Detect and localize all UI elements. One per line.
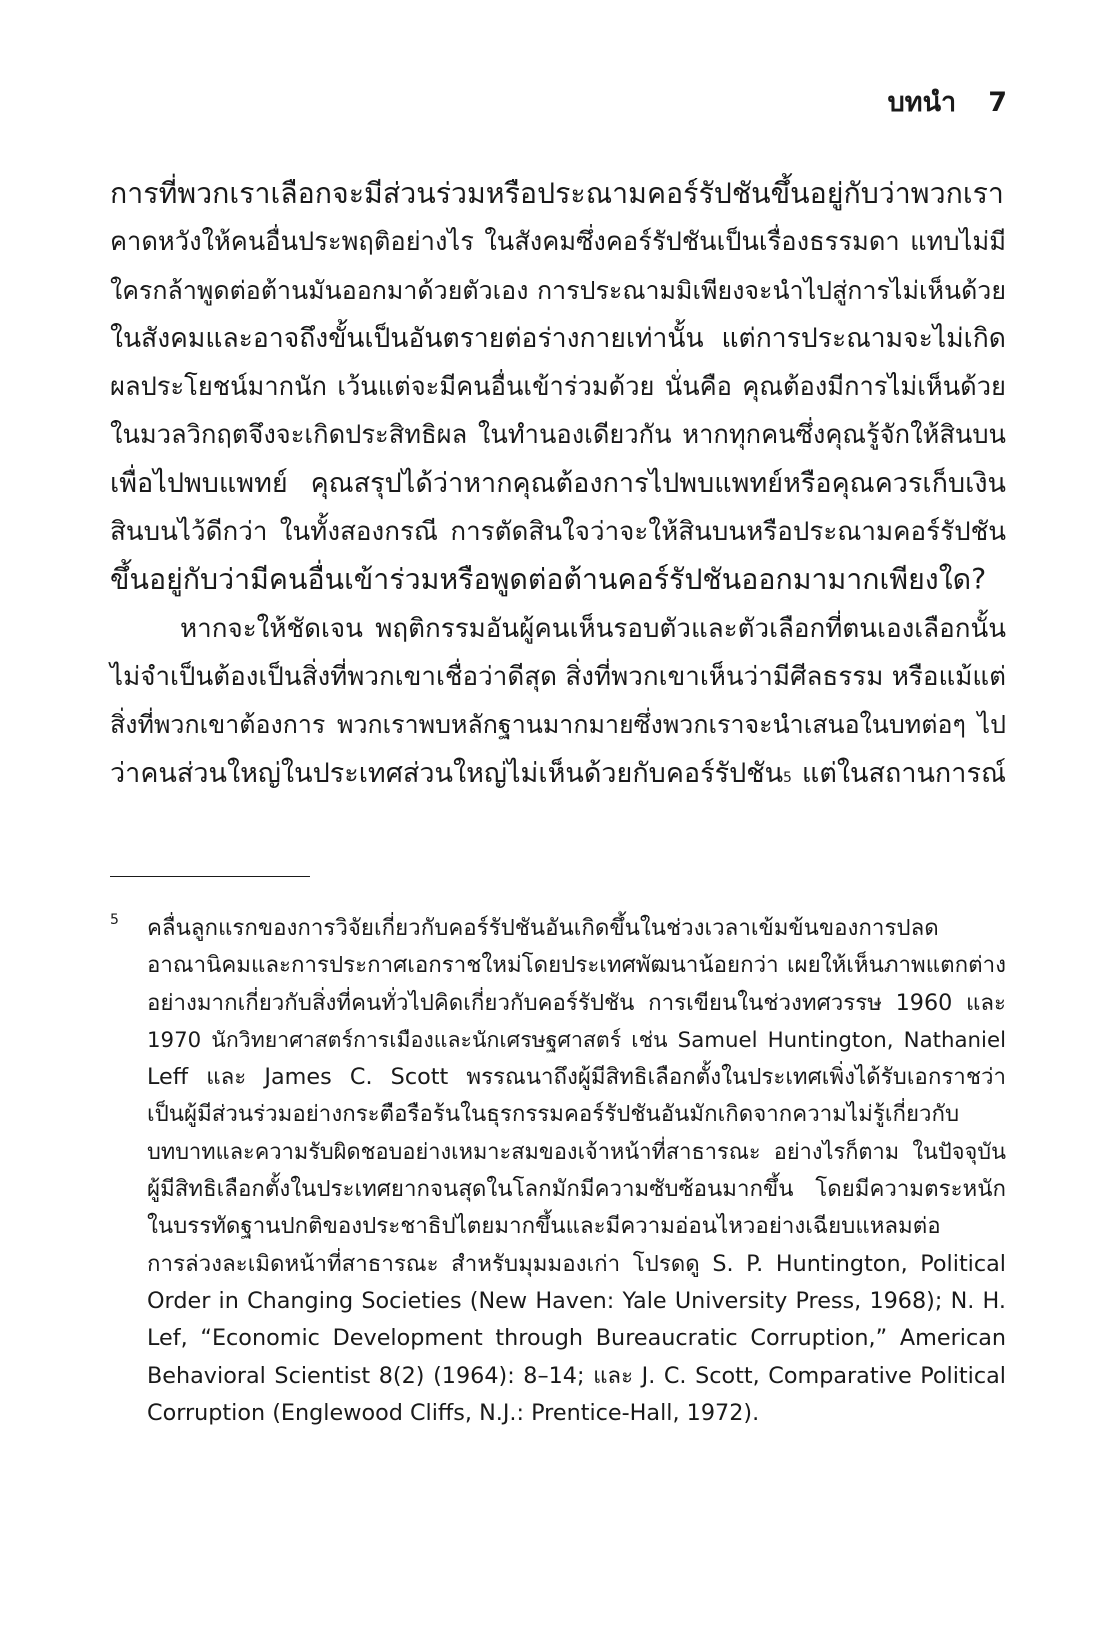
chapter-title: บทนำ bbox=[887, 87, 957, 118]
text-line: สินบนไว้ดีกว่า ในทั้งสองกรณี การตัดสินใจว่าจะให้สินบนหรือประณามคอร์รัปชัน bbox=[110, 517, 1006, 548]
text-line: หากจะให้ชัดเจน พฤติกรรมอันผู้คนเห็นรอบตัวและตัวเลือกที่ตนเองเลือกนั้น bbox=[180, 613, 1006, 644]
footnote-line: Lef, “Economic Development through Bureaucratic Corruption,” American bbox=[147, 1325, 1006, 1352]
main-text bbox=[110, 170, 1006, 798]
footnote-line: Leff และ James C. Scott พรรณนาถึงผู้มีสิทธิเลือกตั้งในประเทศเพิ่งได้รับเอกราชว่า bbox=[147, 1064, 1006, 1091]
text-line: คาดหวังให้คนอื่นประพฤติอย่างไร ในสังคมซึ่งคอร์รัปชันเป็นเรื่องธรรมดา แทบไม่มี bbox=[110, 227, 1006, 258]
text-line: ผลประโยชน์มากนัก เว้นแต่จะมีคนอื่นเข้าร่วมด้วย นั่นคือ คุณต้องมีการไม่เห็นด้วย bbox=[110, 372, 1006, 403]
footnote-body bbox=[147, 910, 1006, 1432]
running-header bbox=[888, 80, 1007, 123]
text-line-with-footnote-ref bbox=[110, 750, 1006, 798]
footnote-mark: 5 bbox=[110, 912, 119, 928]
footnote-line: Behavioral Scientist 8(2) (1964): 8–14; และ J. C. Scott, Comparative Political bbox=[147, 1362, 1006, 1389]
footnote-line: ในบรรทัดฐานปกติของประชาธิปไตยมากขึ้นและมีความอ่อนไหวอย่างเฉียบแหลมต่อ bbox=[147, 1213, 941, 1240]
text-line: เพื่อไปพบแพทย์ คุณสรุปได้ว่าหากคุณต้องการไปพบแพทย์หรือคุณควรเก็บเงิน bbox=[110, 467, 1006, 499]
footnote-line: Order in Changing Societies (New Haven: Yale University Press, 1968); N. H. bbox=[147, 1287, 1006, 1314]
text-line: ในสังคมและอาจถึงขั้นเป็นอันตรายต่อร่างกายเท่านั้น แต่การประณามจะไม่เกิด bbox=[110, 322, 1006, 354]
text-line: การที่พวกเราเลือกจะมีส่วนร่วมหรือประณามคอร์รัปชันขึ้นอยู่กับว่าพวกเรา bbox=[110, 177, 1004, 210]
footnote-line: อย่างมากเกี่ยวกับสิ่งที่คนทั่วไปคิดเกี่ยวกับคอร์รัปชัน การเขียนในช่วงทศวรรษ 1960 และ bbox=[147, 989, 1006, 1016]
text-segment: ว่าคนส่วนใหญ่ในประเทศส่วนใหญ่ไม่เห็นด้วยกับคอร์รัปชัน bbox=[110, 757, 784, 789]
footnote-line: เป็นผู้มีส่วนร่วมอย่างกระตือรือร้นในธุรกรรมคอร์รัปชันอันมักเกิดจากความไม่รู้เกี่ยวกับ bbox=[147, 1101, 960, 1128]
text-line: ขึ้นอยู่กับว่ามีคนอื่นเข้าร่วมหรือพูดต่อต้านคอร์รัปชันออกมามากเพียงใด? bbox=[110, 563, 987, 597]
footnote-line: อาณานิคมและการประกาศเอกราชใหม่โดยประเทศพัฒนาน้อยกว่า เผยให้เห็นภาพแตกต่าง bbox=[147, 952, 1006, 979]
footnote-line: Corruption (Englewood Cliffs, N.J.: Prentice-Hall, 1972). bbox=[147, 1399, 760, 1426]
text-line: ใครกล้าพูดต่อต้านมันออกมาด้วยตัวเอง การประณามมิเพียงจะนำไปสู่การไม่เห็นด้วย bbox=[110, 275, 1006, 305]
footnote-divider bbox=[110, 876, 310, 877]
text-segment: แต่ในสถานการณ์ bbox=[791, 757, 1006, 789]
footnote-line: การล่วงละเมิดหน้าที่สาธารณะ สำหรับมุมมองเก่า โปรดดู S. P. Huntington, Political bbox=[147, 1250, 1006, 1277]
text-line: สิ่งที่พวกเขาต้องการ พวกเราพบหลักฐานมากมายซึ่งพวกเราจะนำเสนอในบทต่อๆ ไป bbox=[110, 710, 1006, 740]
footnote-line: บทบาทและความรับผิดชอบอย่างเหมาะสมของเจ้าหน้าที่สาธารณะ อย่างไรก็ตาม ในปัจจุบัน bbox=[147, 1139, 1006, 1165]
page-number: 7 bbox=[988, 87, 1007, 118]
text-line: ในมวลวิกฤตจึงจะเกิดประสิทธิผล ในทำนองเดียวกัน หากทุกคนซึ่งคุณรู้จักให้สินบน bbox=[110, 420, 1006, 451]
text-line: ไม่จำเป็นต้องเป็นสิ่งที่พวกเขาเชื่อว่าดีสุด สิ่งที่พวกเขาเห็นว่ามีศีลธรรม หรือแม้แต่ bbox=[110, 661, 1006, 692]
footnote-reference[interactable]: 5 bbox=[783, 769, 792, 786]
footnote-line: ผู้มีสิทธิเลือกตั้งในประเทศยากจนสุดในโลกมักมีความซับซ้อนมากขึ้น โดยมีความตระหนัก bbox=[147, 1176, 1006, 1203]
footnote-line: คลื่นลูกแรกของการวิจัยเกี่ยวกับคอร์รัปชันอันเกิดขึ้นในช่วงเวลาเข้มข้นของการปลด bbox=[147, 915, 939, 941]
footnote-line: 1970 นักวิทยาศาสตร์การเมืองและนักเศรษฐศาสตร์ เช่น Samuel Huntington, Nathaniel bbox=[147, 1027, 1006, 1053]
